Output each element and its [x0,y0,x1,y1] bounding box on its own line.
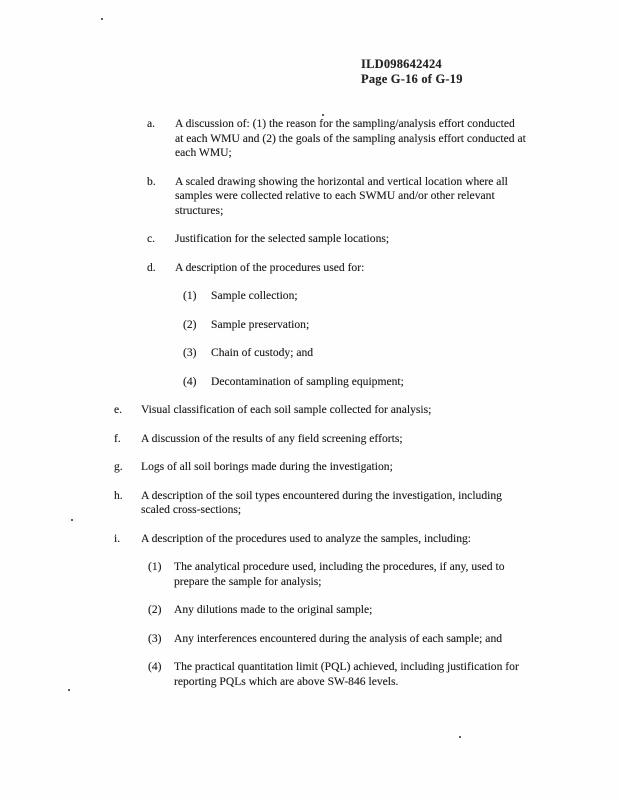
item-text-line: Justification for the selected sample locations; [175,232,390,245]
item-text-line: A scaled drawing showing the horizontal and vertical location where all [175,174,508,188]
list-item [0,318,619,333]
item-text-line: Chain of custody; and [211,346,314,359]
item-text [175,117,526,161]
item-text-line: Any interferences encountered during the analysis of each sample; and [174,631,503,645]
item-label: (2) [148,603,162,616]
item-text [174,632,502,647]
item-text [211,375,404,390]
scan-speck [101,18,103,20]
item-label: b. [147,174,156,188]
list-item [0,460,619,475]
item-text [141,489,502,518]
item-text [141,460,393,475]
item-text [174,660,519,689]
item-text-line: A description of the procedures used to analyze the samples, including: [141,531,472,545]
item-text-line: A description of the soil types encountered during the investigation, including [141,488,502,502]
item-text [211,318,309,333]
page-header [361,57,463,86]
item-label: d. [147,260,156,274]
item-text [174,603,372,618]
list-item [0,117,619,161]
scan-speck [459,736,461,738]
page-number: Page G-16 of G-19 [361,71,463,86]
scan-speck [71,519,73,521]
item-label: (1) [148,560,162,573]
item-text [141,532,471,547]
item-text [211,289,298,304]
item-text-line: reporting PQLs which are above SW-846 levels. [174,674,399,688]
item-text-line: scaled cross-sections; [141,503,242,516]
item-text-line: A discussion of the results of any field screening efforts; [141,431,403,445]
item-text [175,261,364,276]
list-item [0,403,619,418]
item-text-line: A discussion of: (1) the reason for the sampling/analysis effort conducted [175,117,515,130]
list-item [0,660,619,689]
list-item [0,432,619,447]
item-label: (2) [183,317,197,331]
list-item [0,603,619,618]
item-text-line: at each WMU and (2) the goals of the sampling analysis effort conducted at [175,131,526,145]
list-item [0,346,619,361]
item-text [211,346,313,361]
list-item [0,175,619,219]
item-text-line: Sample preservation; [211,317,310,331]
item-label: g. [114,460,123,473]
item-text-line: The analytical procedure used, including the procedures, if any, used to [174,560,505,573]
item-label: f. [114,431,121,445]
item-label: (4) [148,660,162,673]
item-label: (3) [148,631,162,645]
item-text-line: samples were collected relative to each SWMU and/or other relevant [175,189,495,202]
list-item [0,632,619,647]
item-text [174,560,505,589]
list-item [0,261,619,276]
item-text-line: Any dilutions made to the original sample; [174,603,373,616]
item-text-line: Decontamination of sampling equipment; [211,374,404,388]
item-label: (1) [183,289,197,302]
scan-speck [322,114,324,116]
item-label: i. [114,531,121,545]
item-text-line: each WMU; [175,146,232,159]
list-item [0,560,619,589]
item-text [175,232,389,247]
item-text-line: A description of the procedures used for: [175,260,365,274]
list-item [0,532,619,547]
item-text-line: The practical quantitation limit (PQL) achieved, including justification for [174,660,519,673]
item-text [141,432,403,447]
item-label: a. [147,117,156,130]
scan-speck [68,689,70,691]
item-text-line: prepare the sample for analysis; [174,574,322,588]
item-label: e. [114,403,123,416]
item-text-line: Visual classification of each soil sample collected for analysis; [141,403,432,416]
items-list [0,117,619,703]
item-label: (3) [183,346,197,359]
item-label: (4) [183,374,197,388]
list-item [0,375,619,390]
list-item [0,289,619,304]
list-item [0,232,619,247]
item-text [141,403,431,418]
item-text [175,175,508,219]
item-text-line: Logs of all soil borings made during the investigation; [141,460,393,473]
item-label: h. [114,488,123,502]
list-item [0,489,619,518]
document-id: ILD098642424 [361,57,442,71]
item-label: c. [147,232,156,245]
item-text-line: Sample collection; [211,289,298,302]
item-text-line: structures; [175,203,224,217]
